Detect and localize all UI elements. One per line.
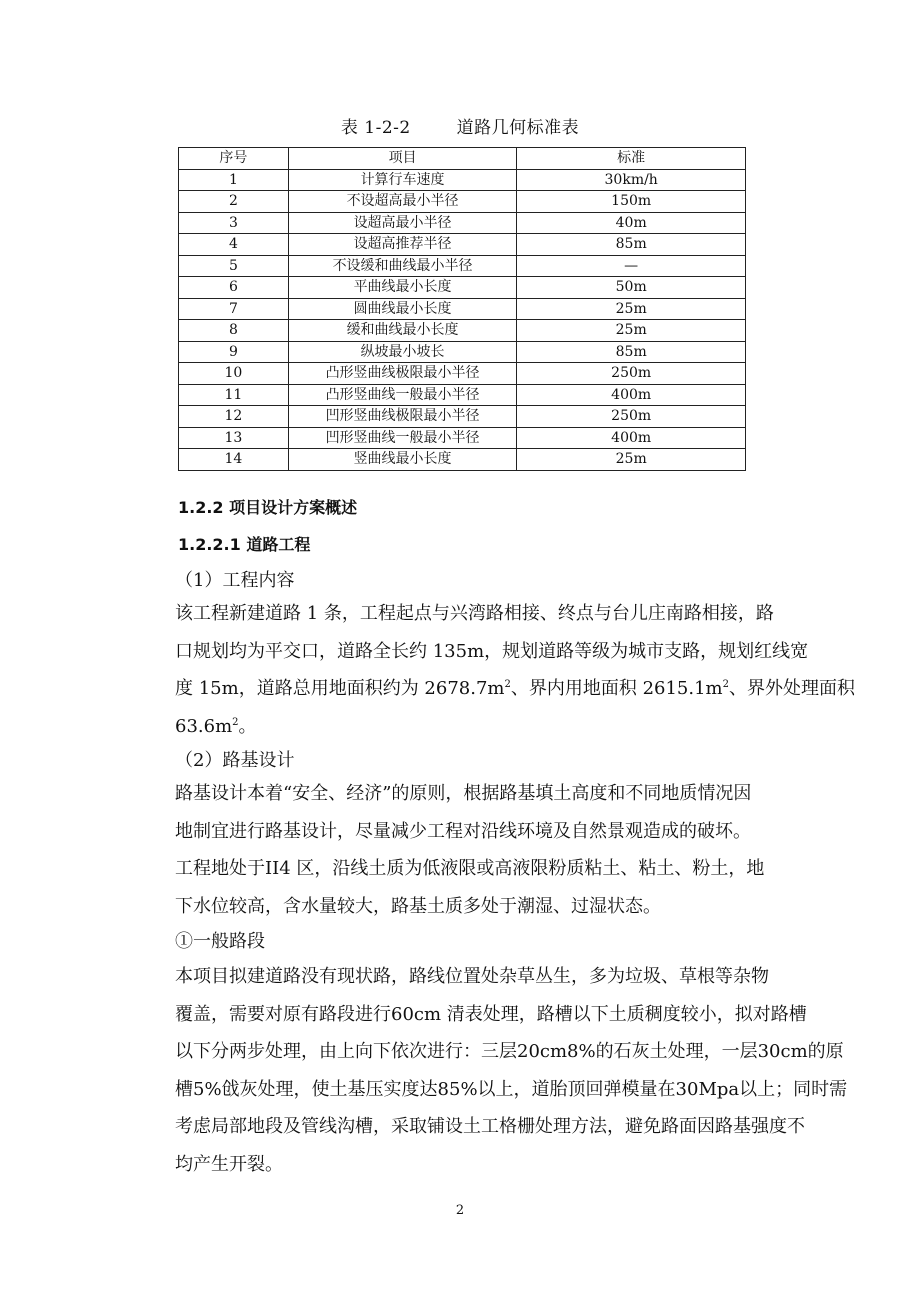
table-row (179, 449, 746, 471)
cell-item: 不设超高最小半径 (288, 191, 517, 213)
paragraph-subgrade-principle (175, 775, 787, 850)
cell-index: 10 (179, 363, 289, 385)
cell-item: 凸形竖曲线极限最小半径 (288, 363, 517, 385)
para4-line-6: 均产生开裂。 (175, 1153, 283, 1175)
header-standard: 标准 (517, 148, 746, 170)
cell-standard: 250m (517, 363, 746, 385)
cell-index: 8 (179, 320, 289, 342)
table-row (179, 277, 746, 299)
para1-line-4: $63.6m^2$。 (175, 715, 257, 737)
table-row (179, 406, 746, 428)
para4-line-3: 以下分两步处理，由上向下依次进行：三层20cm8%的石灰土处理，一层30cm的原 (175, 1041, 844, 1062)
cell-index: 2 (179, 191, 289, 213)
header-index: 序号 (179, 148, 289, 170)
cell-index: 1 (179, 169, 289, 191)
para1-line-3: 度 15m，道路总用地面积约为 $2678.7m^2$、界内用地面积 $2615.1m^2$、界外处理面积 (175, 678, 855, 699)
paragraph-general-section (175, 958, 848, 1183)
cell-index: 13 (179, 427, 289, 449)
para1-line-1: 该工程新建道路 1 条，工程起点与兴湾路相接、终点与台儿庄南路相接，路 (175, 603, 774, 624)
cell-index: 7 (179, 298, 289, 320)
table-row (179, 234, 746, 256)
table-row (179, 341, 746, 363)
table-row (179, 191, 746, 213)
para4-line-1: 本项目拟建道路没有现状路，路线位置处杂草丛生，多为垃圾、草根等杂物 (175, 966, 769, 987)
table-caption (0, 113, 920, 138)
cell-item: 凹形竖曲线一般最小半径 (288, 427, 517, 449)
table-row (179, 169, 746, 191)
section-heading-1-2-2: 1.2.2 项目设计方案概述 (178, 498, 358, 517)
cell-standard: 400m (517, 427, 746, 449)
cell-standard: — (517, 255, 746, 277)
cell-item: 圆曲线最小长度 (288, 298, 517, 320)
cell-item: 凹形竖曲线极限最小半径 (288, 406, 517, 428)
subheading-general-section: ①一般路段 (175, 931, 265, 952)
para4-line-5: 考虑局部地段及管线沟槽，采取铺设土工格栅处理方法，避免路面因路基强度不 (175, 1116, 805, 1137)
table-caption-number: 表 1-2-2 (340, 118, 411, 138)
cell-item: 平曲线最小长度 (288, 277, 517, 299)
para1-line-2: 口规划均为平交口，道路全长约 135m，规划道路等级为城市支路，规划红线宽 (175, 640, 809, 662)
para4-line-4: 槽5%戗灰处理，使土基压实度达85%以上，道胎顶回弹模量在30Mpa以上；同时需 (175, 1078, 848, 1100)
table-row (179, 320, 746, 342)
para3-line-1: 工程地处于II4 区，沿线土质为低液限或高液限粉质粘土、粘土、粉土，地 (175, 858, 765, 879)
cell-item: 设超高最小半径 (288, 212, 517, 234)
paragraph-project-content (175, 595, 855, 745)
para4-line-2: 覆盖，需要对原有路段进行60cm 清表处理，路槽以下土质稠度较小，拟对路槽 (175, 1003, 807, 1025)
cell-standard: 400m (517, 384, 746, 406)
cell-index: 12 (179, 406, 289, 428)
cell-index: 11 (179, 384, 289, 406)
para2-line-2: 地制宜进行路基设计，尽量减少工程对沿线环境及自然景观造成的破坏。 (175, 820, 751, 842)
cell-index: 14 (179, 449, 289, 471)
header-item: 项目 (288, 148, 517, 170)
cell-item: 纵坡最小坡长 (288, 341, 517, 363)
table-row (179, 384, 746, 406)
table-caption-title: 道路几何标准表 (456, 118, 580, 138)
road-geometry-standard-table (178, 147, 746, 471)
para2-line-1: 路基设计本着“安全、经济”的原则，根据路基填土高度和不同地质情况因 (175, 783, 752, 804)
table-row (179, 255, 746, 277)
cell-index: 6 (179, 277, 289, 299)
cell-index: 3 (179, 212, 289, 234)
table-header-row (179, 148, 746, 170)
subheading-subgrade-design: （2）路基设计 (175, 750, 295, 771)
cell-item: 凸形竖曲线一般最小半径 (288, 384, 517, 406)
cell-standard: 85m (517, 341, 746, 363)
page-number: 2 (455, 1203, 465, 1218)
cell-standard: 25m (517, 449, 746, 471)
table-row (179, 363, 746, 385)
cell-standard: 25m (517, 320, 746, 342)
cell-index: 4 (179, 234, 289, 256)
cell-standard: 250m (517, 406, 746, 428)
para3-line-2: 下水位较高，含水量较大，路基土质多处于潮湿、过湿状态。 (175, 895, 661, 917)
cell-item: 设超高推荐半径 (288, 234, 517, 256)
subheading-project-content: （1）工程内容 (175, 570, 295, 591)
section-heading-1-2-2-1: 1.2.2.1 道路工程 (178, 535, 311, 554)
cell-item: 缓和曲线最小长度 (288, 320, 517, 342)
cell-item: 计算行车速度 (288, 169, 517, 191)
cell-item: 竖曲线最小长度 (288, 449, 517, 471)
cell-standard: 30km/h (517, 169, 746, 191)
paragraph-geology (175, 850, 787, 925)
cell-standard: 85m (517, 234, 746, 256)
cell-standard: 40m (517, 212, 746, 234)
cell-standard: 25m (517, 298, 746, 320)
cell-index: 5 (179, 255, 289, 277)
cell-standard: 150m (517, 191, 746, 213)
table-row (179, 298, 746, 320)
cell-item: 不设缓和曲线最小半径 (288, 255, 517, 277)
table-row (179, 212, 746, 234)
cell-standard: 50m (517, 277, 746, 299)
table-row (179, 427, 746, 449)
cell-index: 9 (179, 341, 289, 363)
